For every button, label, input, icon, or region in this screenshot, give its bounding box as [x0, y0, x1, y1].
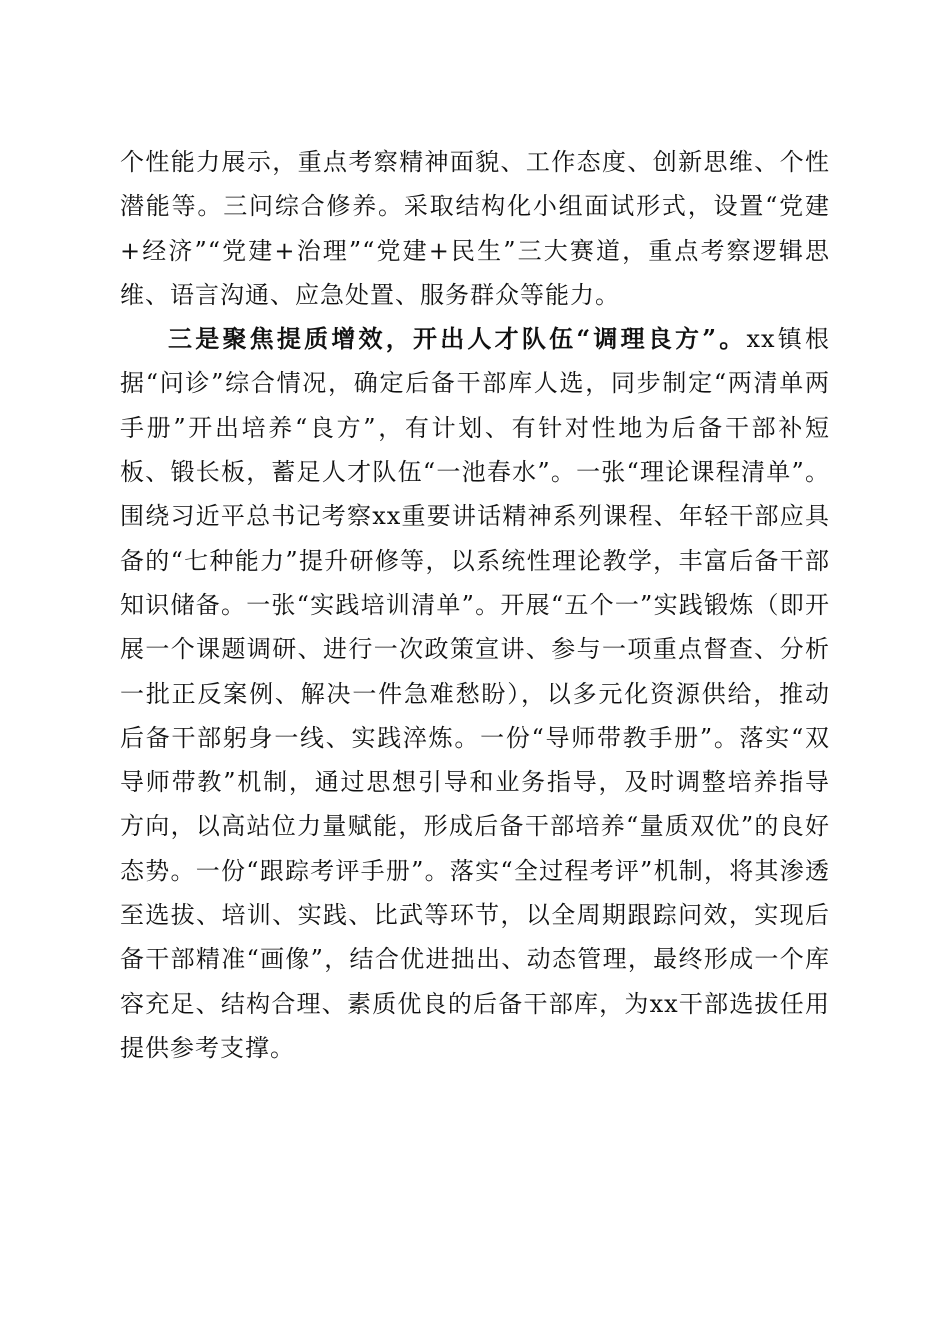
paragraph-text: 个性能力展示，重点考察精神面貌、工作态度、创新思维、个性潜能等。三问综合修养。采取结构化小组面试形式，设置“党建+经济”“党建+治理”“党建+民生”三大赛道，重点考察逻辑思维、语言沟通、应急处置、服务群众等能力。	[120, 148, 830, 309]
paragraph-heading: 三是聚焦提质增效，开出人才队伍“调理良方”。	[168, 324, 747, 354]
paragraph-text: xx镇根据“问诊”综合情况，确定后备干部库人选，同步制定“两清单两手册”开出培养“良方”，有计划、有针对性地为后备干部补短板、锻长板，蓄足人才队伍“一池春水”。一张“理论课程清单”。围绕习近平总书记考察xx重要讲话精神系列课程、年轻干部应具备的“七种能力”提升研修等，以系统性理论教学，丰富后备干部知识储备。一张“实践培训清单”。开展“五个一”实践锻炼（即开展一个课题调研、进行一次政策宣讲、参与一项重点督查、分析一批正反案例、解决一件急难愁盼），以多元化资源供给，推动后备干部躬身一线、实践淬炼。一份“导师带教手册”。落实“双导师带教”机制，通过思想引导和业务指导，及时调整培养指导方向，以高站位力量赋能，形成后备干部培养“量质双优”的良好态势。一份“跟踪考评手册”。落实“全过程考评”机制，将其渗透至选拔、培训、实践、比武等环节，以全周期跟踪问效，实现后备干部精准“画像”，结合优进拙出、动态管理，最终形成一个库容充足、结构合理、素质优良的后备干部库，为xx干部选拔任用提供参考支撑。	[120, 325, 830, 1062]
paragraph-continuation	[120, 140, 830, 317]
paragraph-three	[120, 317, 830, 1070]
body-text	[120, 140, 830, 1070]
